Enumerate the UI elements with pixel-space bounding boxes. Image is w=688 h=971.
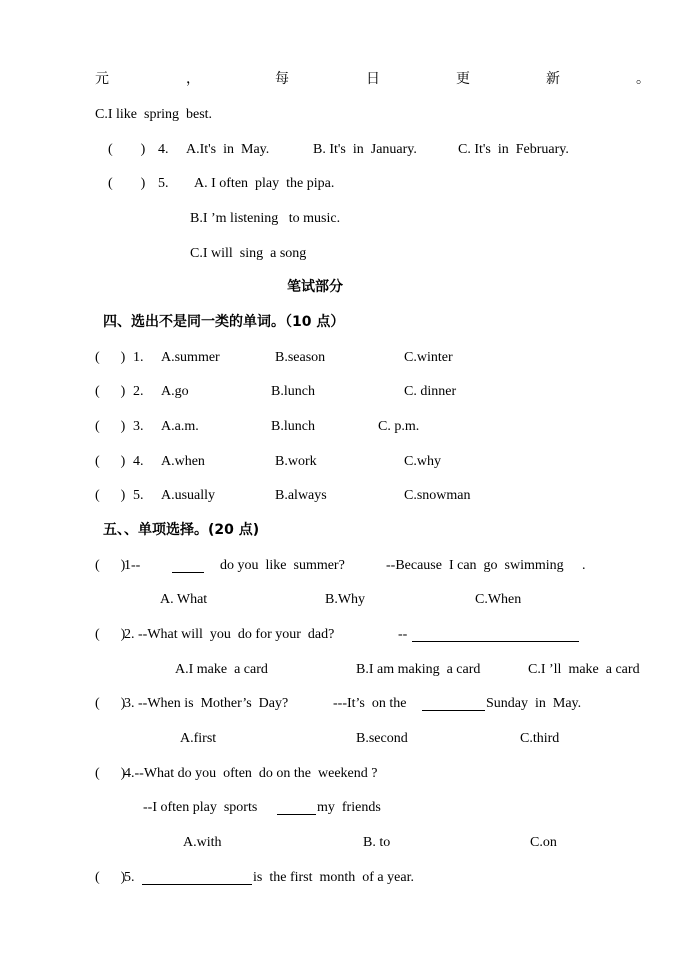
answer-paren[interactable]: ( ) (108, 142, 146, 157)
option-b: B.work (275, 454, 317, 469)
question-stem: do you like summer? (220, 558, 345, 573)
option-a: A.It's in May. (186, 142, 270, 157)
question-number: 4. (133, 454, 144, 469)
option-c: C.When (475, 592, 522, 607)
option-a: A.first (180, 731, 217, 746)
fill-blank[interactable] (142, 871, 252, 885)
question-reply: my friends (317, 800, 381, 815)
answer-paren[interactable]: ( ) (95, 558, 126, 573)
question-stem: 3. --When is Mother’s Day? (124, 696, 289, 711)
option-c: C.winter (404, 350, 453, 365)
option-c: C. p.m. (378, 419, 420, 434)
option-b: B.lunch (271, 384, 315, 399)
option-c: C. dinner (404, 384, 457, 399)
top-char: 每 (275, 71, 289, 87)
option-b: B. to (363, 835, 391, 850)
option-b: B.season (275, 350, 326, 365)
listening-q3-option-c: C.I like spring best. (95, 107, 213, 122)
option-c: C.snowman (404, 488, 471, 503)
option-a: A.summer (161, 350, 220, 365)
option-a: A.when (161, 454, 205, 469)
option-b: B.Why (325, 592, 366, 607)
option-c: C. It's in February. (458, 142, 569, 157)
answer-paren[interactable]: ( ) (95, 696, 126, 711)
answer-paren[interactable]: ( ) (95, 454, 126, 469)
question-dash: -- (398, 627, 408, 642)
question-number: 4. (158, 142, 169, 157)
top-char: 更 (456, 71, 470, 87)
answer-paren[interactable]: ( ) (95, 384, 126, 399)
top-char: 。 (636, 71, 650, 87)
question-number: 5. (133, 488, 144, 503)
top-char: 元 (95, 71, 109, 87)
question-number: 1. (133, 350, 144, 365)
fill-blank[interactable] (422, 697, 485, 711)
written-section-title: 笔试部分 (287, 279, 343, 295)
question-reply: --I often play sports (143, 800, 258, 815)
top-char: 日 (366, 71, 380, 87)
option-a: A.go (161, 384, 189, 399)
answer-paren[interactable]: ( ) (95, 488, 126, 503)
option-b: B.always (275, 488, 327, 503)
fill-blank[interactable] (277, 801, 316, 815)
question-stem: 1-- (124, 558, 141, 573)
answer-paren[interactable]: ( ) (95, 766, 126, 781)
option-b: B.I ’m listening to music. (190, 211, 341, 226)
option-c: C.why (404, 454, 441, 469)
option-c: C.on (530, 835, 557, 850)
question-stem: is the first month of a year. (253, 870, 414, 885)
question-number: 2. (133, 384, 144, 399)
option-c: C.third (520, 731, 560, 746)
option-a: A.with (183, 835, 222, 850)
answer-paren[interactable]: ( ) (95, 627, 126, 642)
question-reply: Sunday in May. (486, 696, 582, 711)
question-number: 3. (133, 419, 144, 434)
question-reply: ---It’s on the (333, 696, 407, 711)
option-a: A. What (160, 592, 208, 607)
section5-heading: 五、、单项选择。(20 点) (103, 522, 260, 538)
answer-paren[interactable]: ( ) (95, 350, 126, 365)
section4-heading: 四、选出不是同一类的单词。（10 点） (103, 314, 345, 330)
option-b: B.I am making a card (356, 662, 481, 677)
fill-blank[interactable] (412, 628, 579, 642)
option-b: B.second (356, 731, 408, 746)
top-char: ， (186, 71, 200, 87)
question-stem: 2. --What will you do for your dad? (124, 627, 335, 642)
question-stem: 4.--What do you often do on the weekend ? (124, 766, 378, 781)
question-number: 5. (158, 176, 169, 191)
question-reply: --Because I can go swimming (386, 558, 564, 573)
top-char: 新 (546, 71, 560, 87)
option-b: B.lunch (271, 419, 315, 434)
option-a: A. I often play the pipa. (194, 176, 335, 191)
option-b: B. It's in January. (313, 142, 417, 157)
option-c: C.I will sing a song (190, 246, 307, 261)
option-a: A.a.m. (161, 419, 199, 434)
option-c: C.I ’ll make a card (528, 662, 640, 677)
option-a: A.usually (161, 488, 216, 503)
answer-paren[interactable]: ( ) (95, 419, 126, 434)
question-end: . (582, 558, 586, 573)
option-a: A.I make a card (175, 662, 268, 677)
answer-paren[interactable]: ( ) (108, 176, 146, 191)
answer-paren[interactable]: ( ) (95, 870, 126, 885)
fill-blank[interactable] (172, 559, 204, 573)
question-stem: 5. (124, 870, 135, 885)
